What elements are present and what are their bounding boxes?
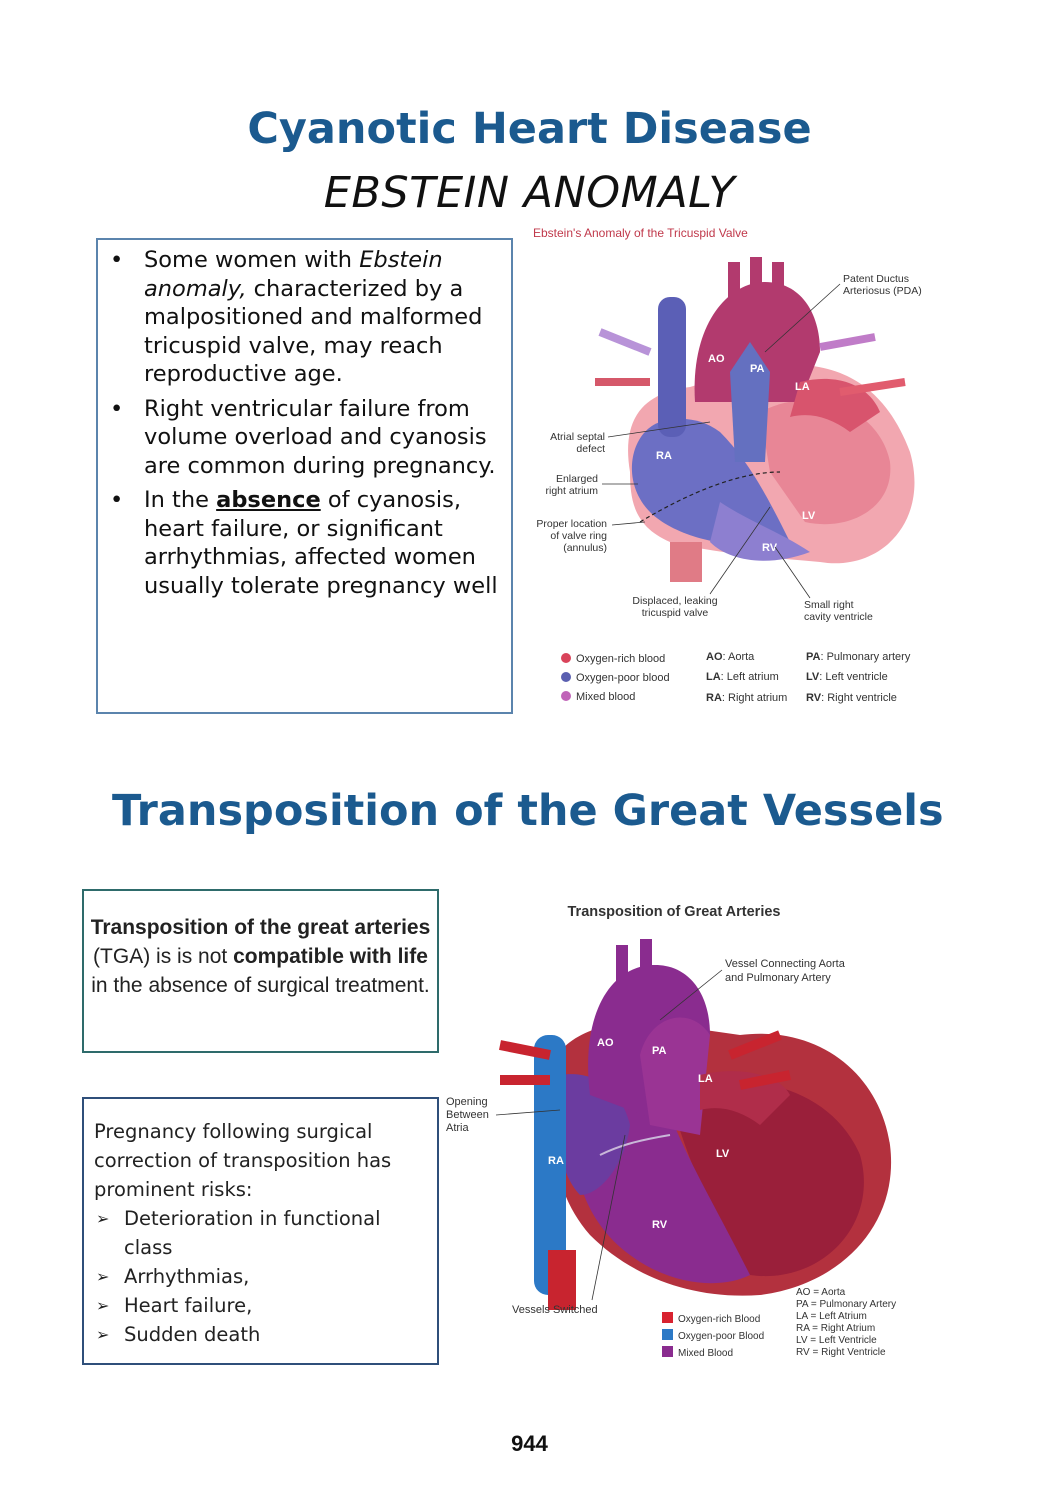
legend-label: Oxygen-rich blood xyxy=(576,653,666,665)
risk-item xyxy=(94,1262,437,1291)
label-ao: AO xyxy=(708,353,725,365)
abbr-la: LA: Left atrium xyxy=(706,671,779,683)
label-rv: RV xyxy=(762,542,778,554)
legend-swatch xyxy=(561,653,571,663)
callout-ring-3: (annulus) xyxy=(563,542,607,554)
pulmonary-branch xyxy=(600,332,650,352)
vena-cava-shape xyxy=(658,297,686,437)
arrow-bullet-icon: ➢ xyxy=(96,1325,110,1344)
abbr-pa: PA: Pulmonary artery xyxy=(806,651,911,663)
callout-ra-1: Enlarged xyxy=(555,473,598,485)
callout-smallrv-2: cavity ventricle xyxy=(804,611,873,623)
callout-pda-2: Arteriosus (PDA) xyxy=(843,285,922,297)
callout-ring-2: of valve ring xyxy=(550,530,607,542)
callout-pda-1: Patent Ductus xyxy=(843,273,909,285)
bullet-item: • Right ventricular failure from volume overload and cyanosis are common during pregnancy. xyxy=(110,395,496,479)
label-rv: RV xyxy=(652,1219,668,1231)
arrow-bullet-icon: ➢ xyxy=(96,1267,110,1286)
callout-opening-1: Opening xyxy=(446,1096,488,1108)
risks-intro: Pregnancy following surgical correction of transposition has prominent risks: xyxy=(94,1120,392,1201)
risk-text: Sudden death xyxy=(124,1323,261,1346)
legend-label: Oxygen-poor blood xyxy=(576,672,670,684)
aorta-branch xyxy=(616,945,628,985)
label-ra: RA xyxy=(656,450,672,462)
ivc-shape xyxy=(548,1250,576,1310)
legend-swatch xyxy=(561,691,571,701)
callout-vessel-1: Vessel Connecting Aorta xyxy=(725,958,845,970)
label-la: LA xyxy=(795,381,810,393)
arrow-bullet-icon: ➢ xyxy=(96,1209,110,1228)
tga-text: (TGA) is is not xyxy=(93,945,234,968)
legend-swatch xyxy=(561,672,571,682)
tga-bold-term: Transposition of the great arteries xyxy=(90,916,431,939)
aorta-branch xyxy=(772,262,784,302)
bullet-text: of cyanosis, heart failure, or significant arrhythmias, affected women usually tolerate pregnancy well xyxy=(144,487,498,599)
callout-line xyxy=(612,522,645,525)
legend-swatch xyxy=(662,1312,673,1323)
risk-item xyxy=(94,1320,437,1349)
figure-title: Transposition of Great Arteries xyxy=(567,904,781,920)
callout-opening-3: Atria xyxy=(446,1122,469,1134)
bullet-italic: Ebstein anomaly, xyxy=(144,247,443,302)
aorta-branch xyxy=(640,939,652,979)
section-title-cyanotic: Cyanotic Heart Disease xyxy=(247,104,812,154)
label-ra: RA xyxy=(548,1155,564,1167)
ivc-shape xyxy=(670,542,702,582)
label-lv: LV xyxy=(802,510,816,522)
bullet-text: In the xyxy=(144,487,217,513)
risk-text: Heart failure, xyxy=(124,1294,253,1317)
tga-definition-box xyxy=(82,889,439,1053)
page-number: 944 xyxy=(511,1431,548,1456)
aorta-branch xyxy=(728,262,740,302)
callout-ra-2: right atrium xyxy=(545,485,598,497)
risk-item xyxy=(94,1204,424,1262)
risk-text: Deterioration in functional class xyxy=(124,1207,381,1259)
abbr-line: AO = Aorta xyxy=(796,1287,846,1298)
callout-asd-2: defect xyxy=(576,443,605,455)
callout-displaced-1: Displaced, leaking xyxy=(632,595,718,607)
callout-switched: Vessels Switched xyxy=(512,1304,598,1316)
risk-text: Arrhythmias, xyxy=(124,1265,250,1288)
ebstein-bullet-list xyxy=(108,246,503,606)
callout-vessel-2: and Pulmonary Artery xyxy=(725,972,831,984)
ebstein-text-box xyxy=(96,238,513,714)
bullet-emphasis: absence xyxy=(216,487,321,513)
tga-heart-figure xyxy=(440,895,920,1365)
label-pa: PA xyxy=(652,1045,667,1057)
label-ao: AO xyxy=(597,1037,614,1049)
abbr-line: PA = Pulmonary Artery xyxy=(796,1299,897,1310)
callout-ring-1: Proper location xyxy=(536,518,607,530)
bullet-text: Right ventricular failure from volume overload and cyanosis are common during pregnancy. xyxy=(144,395,496,479)
ebstein-heart-figure xyxy=(520,222,940,712)
callout-smallrv-1: Small right xyxy=(804,599,854,611)
callout-displaced-2: tricuspid valve xyxy=(641,607,709,619)
label-pa: PA xyxy=(750,363,765,375)
pregnancy-risks-box xyxy=(82,1097,439,1365)
abbr-line: LA = Left Atrium xyxy=(796,1311,867,1322)
abbr-ao: AO: Aorta xyxy=(706,651,755,663)
bullet-text: Some women with xyxy=(144,247,360,273)
section-subtitle-ebstein: EBSTEIN ANOMALY xyxy=(323,168,736,218)
abbr-lv: LV: Left ventricle xyxy=(806,671,888,683)
abbr-line: RA = Right Atrium xyxy=(796,1323,876,1334)
legend-swatch xyxy=(662,1329,673,1340)
legend-label: Oxygen-rich Blood xyxy=(678,1314,761,1325)
tga-text: in the absence of surgical treatment. xyxy=(91,974,430,997)
bullet-text: characterized by a malpositioned and malformed tricuspid valve, may reach reproductive age. xyxy=(144,275,483,387)
abbr-line: LV = Left Ventricle xyxy=(796,1335,877,1346)
bullet-item: • In the absence of cyanosis, heart failure, or significant arrhythmias, affected women usually tolerate pregnancy well xyxy=(110,487,498,599)
legend-swatch xyxy=(662,1346,673,1357)
pulmonary-branch xyxy=(820,337,875,347)
legend-label: Mixed Blood xyxy=(678,1348,734,1359)
callout-opening-2: Between xyxy=(446,1109,489,1121)
abbr-line: RV = Right Ventricle xyxy=(796,1347,886,1358)
legend-label: Mixed blood xyxy=(576,691,636,703)
section-title-transposition: Transposition of the Great Vessels xyxy=(112,786,944,836)
abbr-ra: RA: Right atrium xyxy=(706,692,788,704)
label-la: LA xyxy=(698,1073,713,1085)
label-lv: LV xyxy=(716,1148,730,1160)
risk-item xyxy=(94,1291,437,1320)
figure-title: Ebstein's Anomaly of the Tricuspid Valve xyxy=(533,226,748,240)
tga-bold-phrase: compatible with life xyxy=(233,945,428,968)
arrow-bullet-icon: ➢ xyxy=(96,1296,110,1315)
bullet-item: • Some women with Ebstein anomaly, characterized by a malpositioned and malformed tricuspid valve, may reach reproductive age. xyxy=(110,247,483,387)
aorta-branch xyxy=(750,257,762,297)
abbr-rv: RV: Right ventricle xyxy=(806,692,897,704)
callout-asd-1: Atrial septal xyxy=(550,431,605,443)
legend-label: Oxygen-poor Blood xyxy=(678,1331,765,1342)
